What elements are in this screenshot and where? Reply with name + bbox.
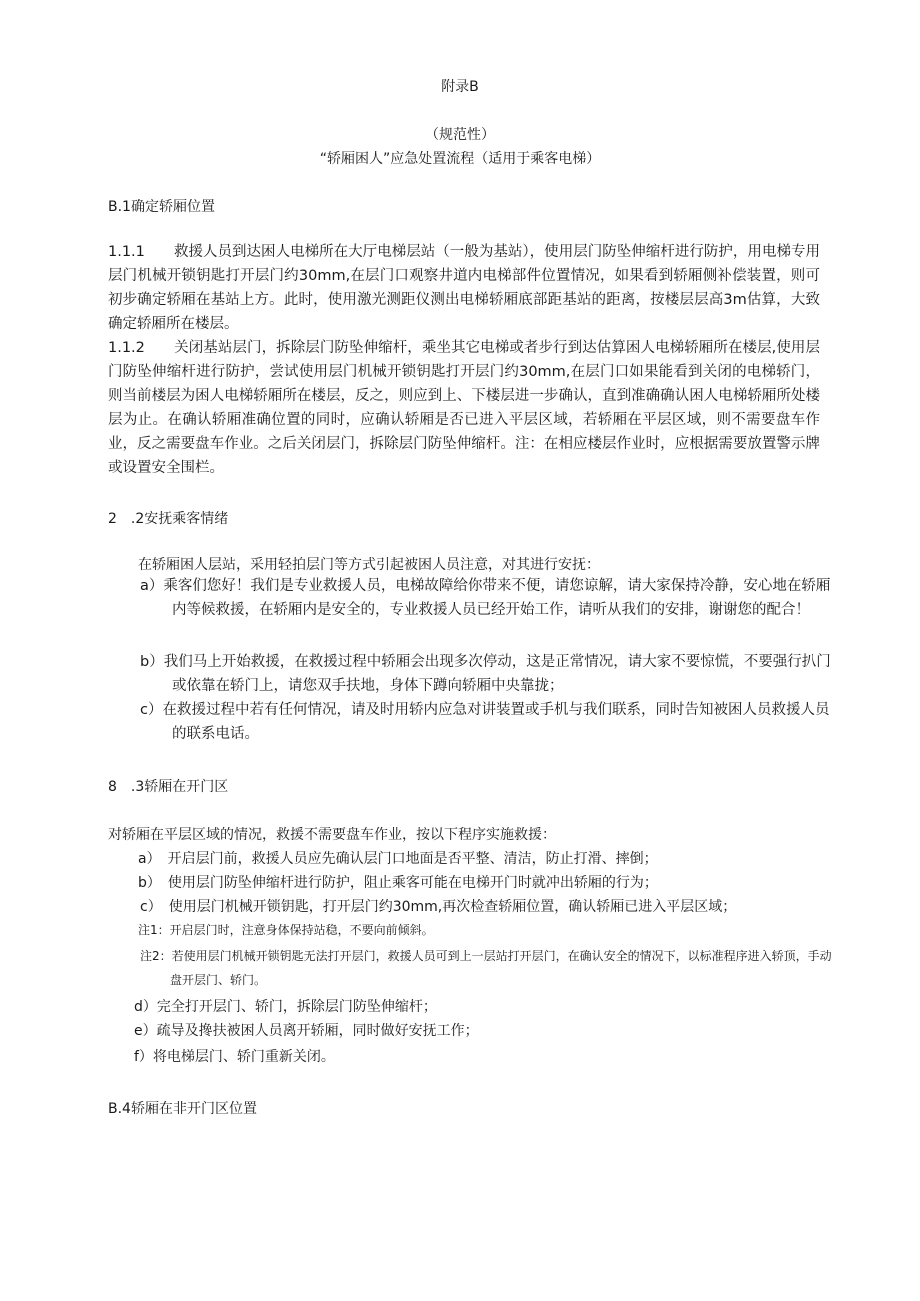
normative-label: （规范性）	[425, 127, 495, 143]
b2-item-a: a）乘客们您好！我们是专业救援人员，电梯故障给你带来不便，请您谅解，请大家保持冷静，安心地在轿厢内等候救援，在轿厢内是安全的，专业救援人员已经开始工作，请听从我们的安排，谢谢您的配合！	[140, 578, 831, 618]
b3-item-e: e）疏导及搀扶被困人员离开轿厢，同时做好安抚工作；	[134, 1023, 479, 1039]
b3-note-2: 注2：若使用层门机械开锁钥匙无法打开层门，救援人员可到上一层站打开层门，在确认安全的情况下，以标准程序进入轿顶，手动盘开层门、轿门。	[140, 949, 832, 987]
b2-intro: 在轿厢困人层站，采用轻拍层门等方式引起被困人员注意，对其进行安抚：	[138, 557, 600, 573]
b3-item-a: a） 开启层门前，救援人员应先确认层门口地面是否平整、清洁，防止打滑、摔倒；	[138, 851, 658, 867]
section-b4-heading: B.4轿厢在非开门区位置	[108, 1101, 257, 1117]
document-title: “轿厢困人”应急处置流程（适用于乘客电梯）	[319, 151, 601, 167]
b2-item-c: c）在救援过程中若有任何情况，请及时用轿内应急对讲装置或手机与我们联系，同时告知被困人员救援人员的联系电话。	[140, 702, 830, 742]
b3-item-b: b） 使用层门防坠伸缩杆进行防护，阻止乘客可能在电梯开门时就冲出轿厢的行为；	[138, 875, 658, 891]
section-b2-heading: 2 .2安抚乘客情绪	[108, 511, 229, 527]
b3-note-1: 注1：开启层门时，注意身体保持站稳，不要向前倾斜。	[138, 923, 434, 937]
b3-item-c: c） 使用层门机械开锁钥匙，打开层门约30mm,再次检查轿厢位置，确认轿厢已进入平层区域；	[140, 899, 737, 915]
appendix-label: 附录B	[441, 79, 479, 95]
b3-item-d: d）完全打开层门、轿门，拆除层门防坠伸缩杆；	[134, 999, 437, 1015]
paragraph-1-1-1: 1.1.1 救援人员到达困人电梯所在大厅电梯层站（一般为基站），使用层门防坠伸缩杆进行防护，用电梯专用层门机械开锁钥匙打开层门约30mm,在层门口观察井道内电梯部件位置情况，如果看到轿厢侧补偿装置，则可初步确定轿厢在基站上方。此时，使用激光测距仪测出电梯轿厢底部距基站的距离，按楼层层高3m估算，大致确定轿厢所在楼层。	[108, 244, 820, 332]
b3-intro: 对轿厢在平层区域的情况，救援不需要盘车作业，按以下程序实施救援：	[108, 827, 556, 843]
section-b1-heading: B.1确定轿厢位置	[108, 199, 215, 215]
paragraph-1-1-2: 1.1.2 关闭基站层门，拆除层门防坠伸缩杆，乘坐其它电梯或者步行到达估算困人电梯轿厢所在楼层,使用层门防坠伸缩杆进行防护，尝试使用层门机械开锁钥匙打开层门约30mm,在层门口如果能看到关闭的电梯轿门，则当前楼层为困人电梯轿厢所在楼层，反之，则应到上、下楼层进一步确认，直到准确确认困人电梯轿厢所处楼层为止。在确认轿厢准确位置的同时，应确认轿厢是否已进入平层区域，若轿厢在平层区域，则不需要盘车作业，反之需要盘车作业。之后关闭层门，拆除层门防坠伸缩杆。注：在相应楼层作业时，应根据需要放置警示牌或设置安全围栏。	[108, 340, 820, 476]
b3-item-f: f）将电梯层门、轿门重新关闭。	[134, 1049, 335, 1065]
b2-item-b: b）我们马上开始救援，在救援过程中轿厢会出现多次停动，这是正常情况，请大家不要惊慌，不要强行扒门或依靠在轿门上，请您双手扶地，身体下蹲向轿厢中央靠拢；	[140, 654, 831, 694]
section-b3-heading: 8 .3轿厢在开门区	[108, 779, 229, 795]
